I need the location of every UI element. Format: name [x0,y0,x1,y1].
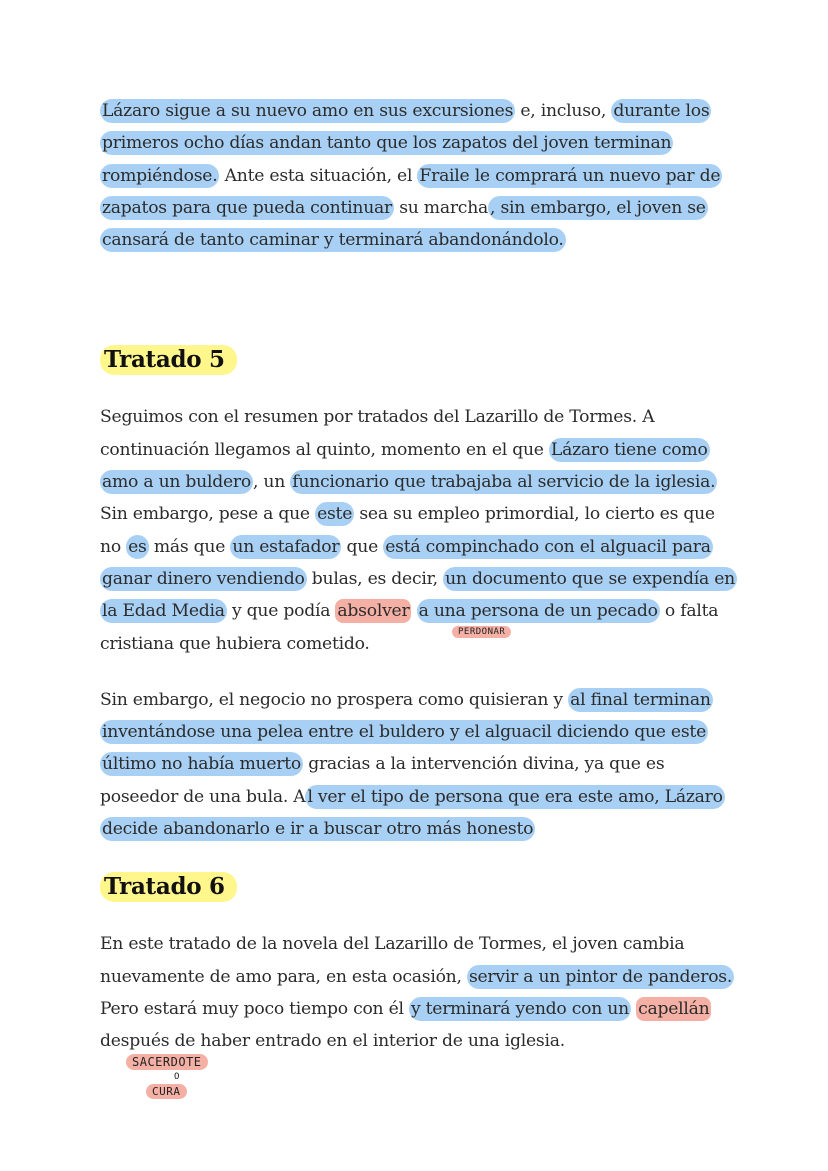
highlight-blue: a una persona de un pecado [418,601,658,622]
highlight-blue: l ver el tipo de persona que era este amo, Lázaro decide abandonarlo e ir a buscar otro más honesto [102,786,723,840]
highlight-blue: , sin embargo, el joven se cansará de tanto caminar y terminará abandonándolo. [102,197,706,251]
heading-tratado-6 [100,873,740,900]
highlight-blue: es [128,536,147,557]
highlight-blue: y terminará yendo con un [410,998,629,1019]
handwritten-note-sacerdote: SACERDOTE [126,1054,208,1070]
text: su marcha [393,197,489,218]
text: Ante esta situación, el [219,165,418,186]
text: y que podía [226,601,336,622]
highlight-blue: servir a un pintor de panderos. [468,966,733,987]
paragraph-tratado-6 [100,928,740,1057]
highlight-blue: Lázaro sigue a su nuevo amo en sus excursiones [102,101,514,121]
paragraph-tratado-4-end [100,95,740,256]
handwritten-note-o: O [174,1072,180,1082]
handwritten-note-cura: CURA [146,1084,187,1099]
highlight-yellow: Tratado 5 [100,345,237,375]
paragraph-tratado-5-a [100,401,740,659]
text: Sin embargo, pese a que [100,504,316,525]
document-body [100,95,740,1058]
highlight-blue: durante los primeros ocho días andan tanto que los zapatos del joven terminan rompiéndose. [102,101,710,186]
highlight-blue: un estafador [232,536,340,557]
text: e, incluso, [515,101,612,121]
highlight-blue: funcionario que trabajaba al servicio de la iglesia. [292,472,716,493]
text: En este tratado de la novela del Lazarillo de Tormes, el joven cambia nuevamente de amo para, en esta ocasión, [100,934,685,987]
text: que [341,536,384,557]
heading-tratado-5 [100,346,740,373]
text [411,601,416,621]
highlight-blue: está compinchado con el alguacil para ganar dinero vendiendo [102,536,711,589]
text: después de haber entrado en el interior de una iglesia. [100,1031,565,1052]
text: gracias a la intervención divina, ya que es poseedor de una bula. A [100,754,665,807]
highlight-blue: al final terminan inventándose una pelea entre el buldero y el alguacil diciendo que este último no había muerto [102,689,711,775]
highlight-yellow: Tratado 6 [100,872,237,902]
text: más que [148,536,231,557]
handwritten-note-perdonar: PERDONAR [452,626,511,638]
highlight-blue: Fraile le comprará un nuevo par de zapatos para que pueda continuar [102,165,721,218]
highlight-blue: este [317,504,353,525]
highlight-blue: Lázaro tiene como amo a un buldero [102,439,708,493]
text: Sin embargo, el negocio no prospera como quisieran y [100,689,569,710]
text: sea su empleo primordial, lo cierto es que no [100,504,715,557]
paragraph-tratado-5-b [100,684,740,845]
text: o falta cristiana que hubiera cometido. [100,601,719,654]
highlight-red: capellán [638,998,710,1019]
highlight-red: absolver [337,601,410,622]
text: Seguimos con el resumen por tratados del Lazarillo de Tormes. A continuación llegamos al quinto, momento en el que [100,407,655,460]
text: bulas, es decir, [306,568,444,589]
highlight-blue: un documento que se expendía en la Edad Media [102,568,735,622]
text: Pero estará muy poco tiempo con él [100,998,409,1019]
text: , un [252,472,291,493]
